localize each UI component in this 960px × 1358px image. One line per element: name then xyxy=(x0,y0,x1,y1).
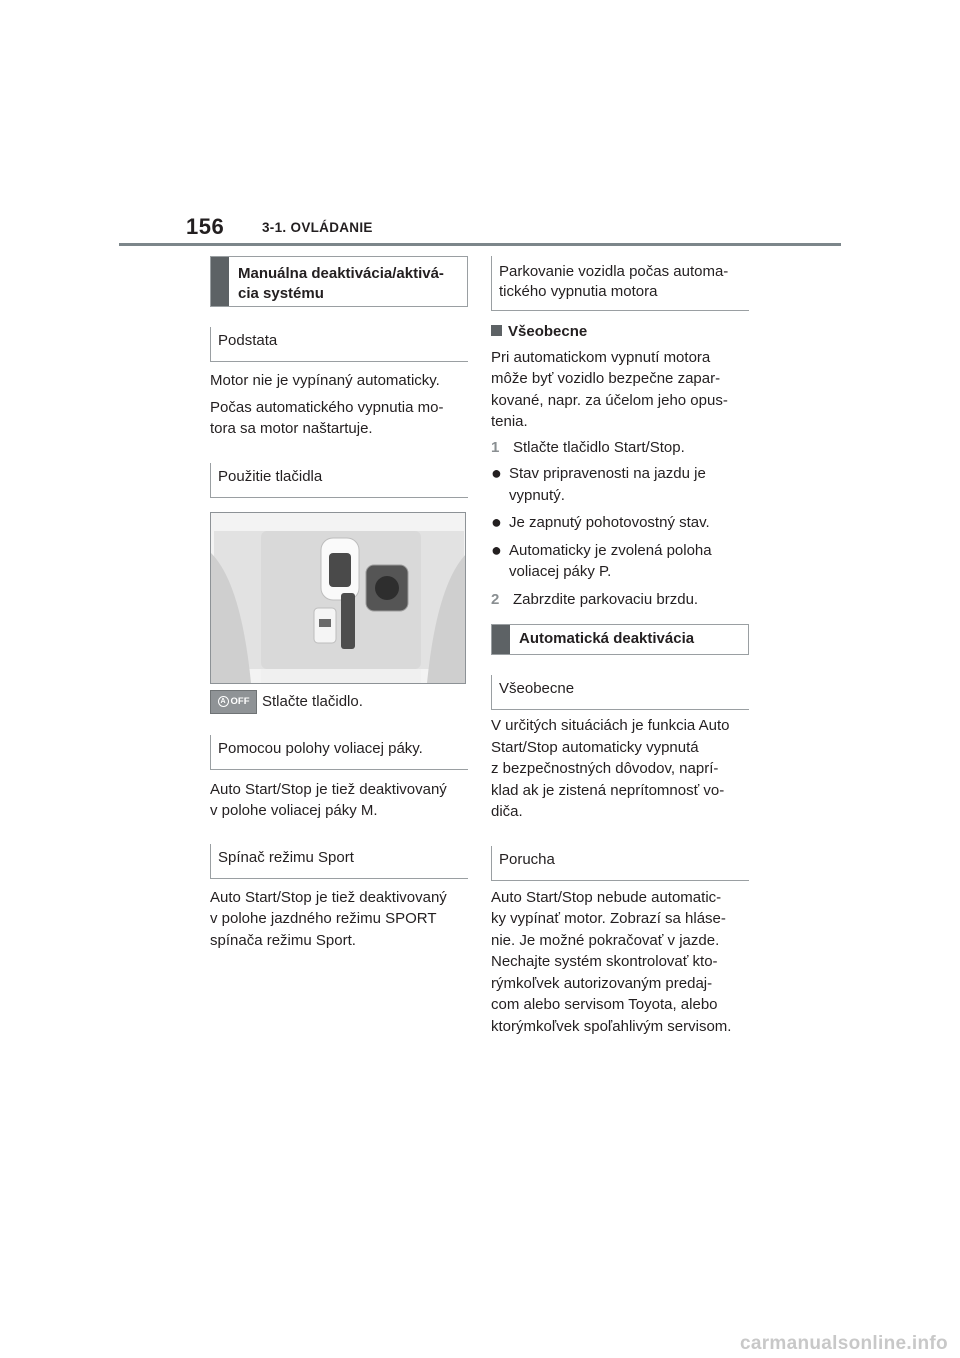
subheading-button-use: Použitie tlačidla xyxy=(210,463,468,498)
paragraph: Motor nie je vypínaný automaticky. xyxy=(210,372,440,389)
subheading-selector-lever: Pomocou polohy voliacej páky. xyxy=(210,735,468,770)
header-divider xyxy=(119,243,841,246)
auto-a-symbol-icon: A xyxy=(218,696,229,707)
subheading-general: Všeobecne xyxy=(491,675,749,710)
center-console-image xyxy=(211,513,466,684)
auto-start-stop-off-icon: A OFF xyxy=(210,690,257,714)
left-column xyxy=(210,256,468,951)
step-1: 1 Stlačte tlačidlo Start/Stop. xyxy=(491,438,685,456)
heading-manual-deactivation xyxy=(210,256,468,307)
bullet-dot-icon: ● xyxy=(491,539,502,560)
paragraph: Pri automatickom vypnutí motora môže byť vozidlo bezpečne zapar- kované, napr. za účelom jeho opus- tenia. xyxy=(491,348,728,430)
button-instruction: Stlačte tlačidlo. xyxy=(262,692,363,710)
section-title: 3-1. OVLÁDANIE xyxy=(262,220,373,235)
paragraph: Auto Start/Stop je tiež deaktivovaný v polohe jazdného režimu SPORT spínača režimu Sport. xyxy=(210,888,447,949)
step-2: 2 Zabrzdite parkovaciu brzdu. xyxy=(491,590,699,608)
paragraph: Počas automatického vypnutia mo- tora sa motor naštartuje. xyxy=(210,398,444,437)
bullet-item: ● Je zapnutý pohotovostný stav. xyxy=(491,512,710,532)
paragraph: Auto Start/Stop nebude automatic- ky vypínať motor. Zobrazí sa hláse- nie. Je možné pokračovať v jazde. Nechajte systém skontrolovať kto- rýmkoľvek autorizovaným predaj- com alebo servisom Toyota, alebo ktorýmkoľvek spoľahlivým servisom. xyxy=(491,888,732,1035)
off-button-row xyxy=(210,690,468,714)
site-watermark: carmanualsonline.info xyxy=(740,1333,948,1354)
bullet-dot-icon: ● xyxy=(491,463,502,483)
heading-automatic-deactivation: Automatická deaktivácia xyxy=(491,624,749,655)
subheading-fault: Porucha xyxy=(491,846,749,881)
subheading-sport-switch: Spínač režimu Sport xyxy=(210,844,468,879)
subhead-general: Všeobecne xyxy=(491,321,749,343)
subheading-parking: Parkovanie vozidla počas automa- tického vypnutia motora xyxy=(491,256,749,311)
heading-line: Manuálna deaktivácia/aktivá- xyxy=(238,265,444,282)
subheading-podstata: Podstata xyxy=(210,327,468,362)
paragraph: V určitých situáciách je funkcia Auto Start/Stop automaticky vypnutá z bezpečnostných dôvodov, naprí- klad ak je zistená neprítomnosť vo- diča. xyxy=(491,717,730,820)
square-bullet-icon xyxy=(491,325,502,336)
heading-line: cia systému xyxy=(238,285,324,302)
page-number: 156 xyxy=(186,214,225,239)
paragraph: Auto Start/Stop je tiež deaktivovaný v polohe voliacej páky M. xyxy=(210,780,447,819)
bullet-item: ● Stav pripravenosti na jazdu je vypnutý. xyxy=(491,463,749,506)
bullet-dot-icon: ● xyxy=(491,512,502,532)
console-illustration xyxy=(210,512,466,684)
bullet-item: ● Automaticky je zvolená poloha voliacej páky P. xyxy=(491,540,749,583)
right-column xyxy=(491,256,749,1037)
